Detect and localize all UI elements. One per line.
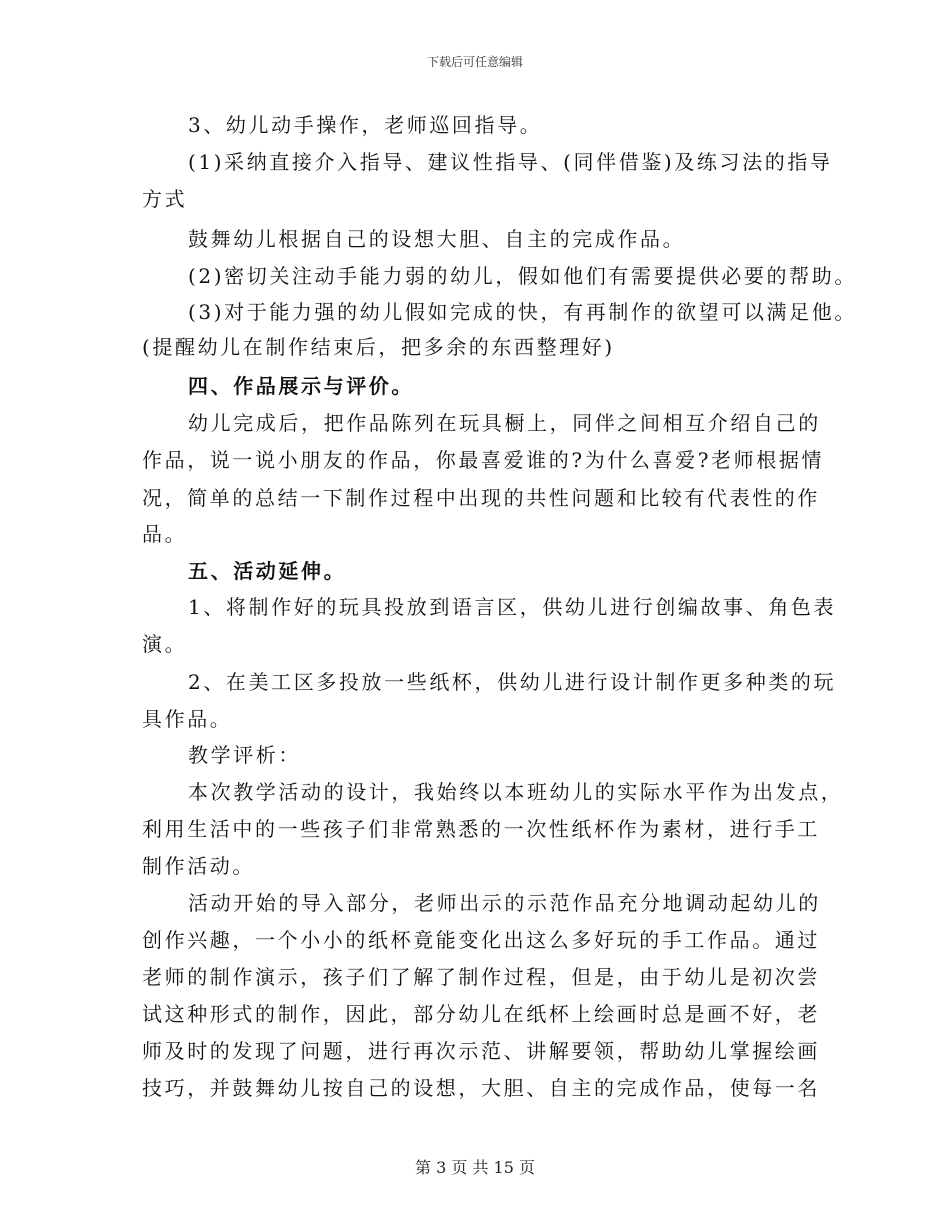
paragraph-line: 演。	[142, 632, 188, 656]
paragraph-line: (3)对于能力强的幼儿假如完成的快，有再制作的欲望可以满足他。	[188, 300, 857, 324]
paragraph-line: 制作活动。	[142, 854, 255, 878]
paragraph-line: 本次教学活动的设计，我始终以本班幼儿的实际水平作为出发点，	[188, 780, 844, 804]
page-number-footer: 第 3 页 共 15 页	[415, 1158, 535, 1177]
paragraph-line: 试这种形式的制作，因此，部分幼儿在纸杯上绘画时总是画不好，老	[142, 1002, 820, 1026]
paragraph-line: 品。	[142, 522, 188, 546]
paragraph-line: 方式	[142, 187, 188, 211]
paragraph-line: 具作品。	[142, 707, 233, 731]
paragraph-line: (1)采纳直接介入指导、建议性指导、(同伴借鉴)及练习法的指导	[188, 150, 833, 174]
paragraph-line: 1、将制作好的玩具投放到语言区，供幼儿进行创编故事、角色表	[188, 595, 837, 619]
paragraph-line: 活动开始的导入部分，老师出示的示范作品充分地调动起幼儿的	[188, 891, 821, 915]
paragraph-line: 鼓舞幼儿根据自己的设想大胆、自主的完成作品。	[188, 227, 686, 251]
paragraph-line: 师及时的发现了问题，进行再次示范、讲解要领，帮助幼儿掌握绘画	[142, 1039, 820, 1063]
paragraph-line: (提醒幼儿在制作结束后，把多余的东西整理好)	[142, 335, 615, 359]
paragraph-line: 利用生活中的一些孩子们非常熟悉的一次性纸杯作为素材，进行手工	[142, 817, 820, 841]
paragraph-line: 作品，说一说小朋友的作品，你最喜爱谁的?为什么喜爱?老师根据情	[142, 448, 825, 472]
paragraph-line: 技巧，并鼓舞幼儿按自己的设想，大胆、自主的完成作品，使每一名	[142, 1076, 820, 1100]
section-heading: 四、作品展示与评价。	[188, 374, 414, 398]
paragraph-line: 况，简单的总结一下制作过程中出现的共性问题和比较有代表性的作	[142, 486, 820, 510]
page-header-note: 下载后可任意编辑	[426, 55, 523, 69]
section-heading: 五、活动延伸。	[188, 559, 347, 583]
paragraph-line: 创作兴趣，一个小小的纸杯竟能变化出这么多好玩的手工作品。通过	[142, 928, 820, 952]
paragraph-line: (2)密切关注动手能力弱的幼儿，假如他们有需要提供必要的帮助。	[188, 264, 857, 288]
paragraph-line: 幼儿完成后，把作品陈列在玩具橱上，同伴之间相互介绍自己的	[188, 411, 821, 435]
paragraph-line: 2、在美工区多投放一些纸杯，供幼儿进行设计制作更多种类的玩	[188, 670, 837, 694]
paragraph-line: 教学评析：	[188, 743, 301, 767]
paragraph-line: 3、幼儿动手操作，老师巡回指导。	[188, 113, 543, 137]
paragraph-line: 老师的制作演示，孩子们了解了制作过程，但是，由于幼儿是初次尝	[142, 965, 820, 989]
